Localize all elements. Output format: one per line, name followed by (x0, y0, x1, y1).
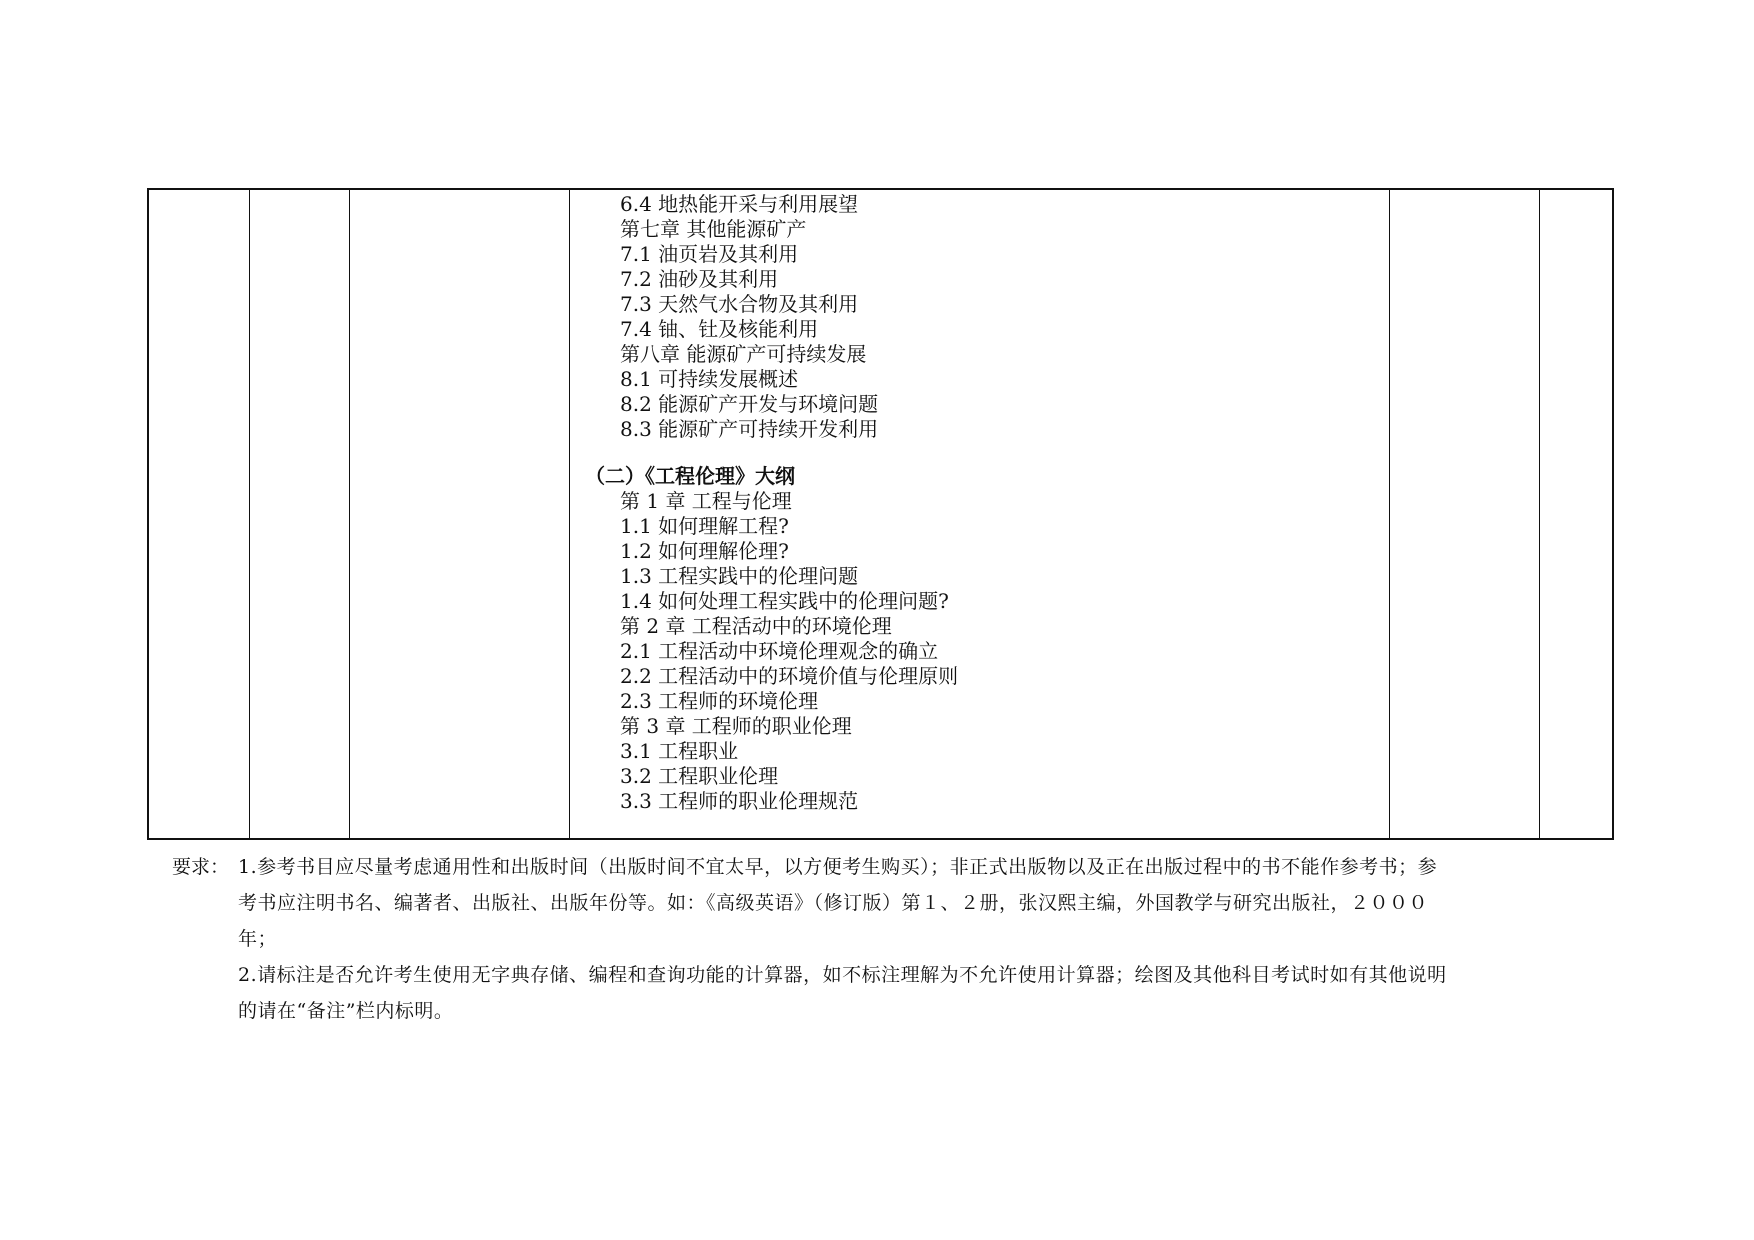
outline-line: 8.1 可持续发展概述 (620, 367, 799, 391)
outline-line: 1.2 如何理解伦理? (620, 539, 789, 563)
outline-line: 7.4 铀、钍及核能利用 (620, 317, 819, 341)
column-divider (1539, 190, 1540, 838)
outline-line: 3.3 工程师的职业伦理规范 (620, 789, 859, 813)
requirements-text: 的请在“备注”栏内标明。 (238, 1000, 454, 1022)
outline-line: 1.1 如何理解工程? (620, 514, 789, 538)
requirements-text: 1.参考书目应尽量考虑通用性和出版时间（出版时间不宜太早，以方便考生购买）；非正式出版物以及正在出版过程中的书不能作参考书；参 (238, 856, 1438, 878)
requirements-item-1 (172, 849, 1592, 885)
requirements-note (172, 849, 1592, 1029)
chapter-heading: 第 1 章 工程与伦理 (620, 489, 792, 513)
chapter-heading: 第 2 章 工程活动中的环境伦理 (620, 614, 892, 638)
chapter-heading: 第 3 章 工程师的职业伦理 (620, 714, 852, 738)
spacer (571, 442, 1371, 464)
column-divider (249, 190, 250, 838)
outline-line: 6.4 地热能开采与利用展望 (620, 192, 859, 216)
outline-line: 1.4 如何处理工程实践中的伦理问题? (620, 589, 949, 613)
outline-line: 3.1 工程职业 (620, 739, 739, 763)
outline-line: 8.3 能源矿产可持续开发利用 (620, 417, 879, 441)
chapter-heading: 第七章 其他能源矿产 (620, 217, 807, 241)
outline-table (147, 188, 1614, 840)
outline-line: 7.3 天然气水合物及其利用 (620, 292, 859, 316)
outline-line: 2.2 工程活动中的环境价值与伦理原则 (620, 664, 959, 688)
requirements-label: 要求： (172, 856, 230, 878)
column-divider (1389, 190, 1390, 838)
chapter-heading: 第八章 能源矿产可持续发展 (620, 342, 867, 366)
outline-line: 3.2 工程职业伦理 (620, 764, 779, 788)
section-heading: （二）《工程伦理》大纲 (585, 464, 795, 488)
outline-line: 8.2 能源矿产开发与环境问题 (620, 392, 879, 416)
requirements-text: 2.请标注是否允许考生使用无字典存储、编程和查询功能的计算器，如不标注理解为不允许使用计算器；绘图及其他科目考试时如有其他说明 (238, 964, 1447, 986)
outline-line: 7.2 油砂及其利用 (620, 267, 779, 291)
outline-line: 7.1 油页岩及其利用 (620, 242, 799, 266)
requirements-text: 年； (238, 928, 278, 950)
requirements-text: 考书应注明书名、编著者、出版社、出版年份等。如：《高级英语》（修订版）第１、２册，张汉熙主编，外国教学与研究出版社，２０００ (238, 892, 1429, 914)
outline-line: 2.3 工程师的环境伦理 (620, 689, 819, 713)
column-divider (569, 190, 570, 838)
outline-line: 1.3 工程实践中的伦理问题 (620, 564, 859, 588)
outline-line: 2.1 工程活动中环境伦理观念的确立 (620, 639, 939, 663)
column-divider (349, 190, 350, 838)
outline-content-cell (571, 192, 1371, 814)
